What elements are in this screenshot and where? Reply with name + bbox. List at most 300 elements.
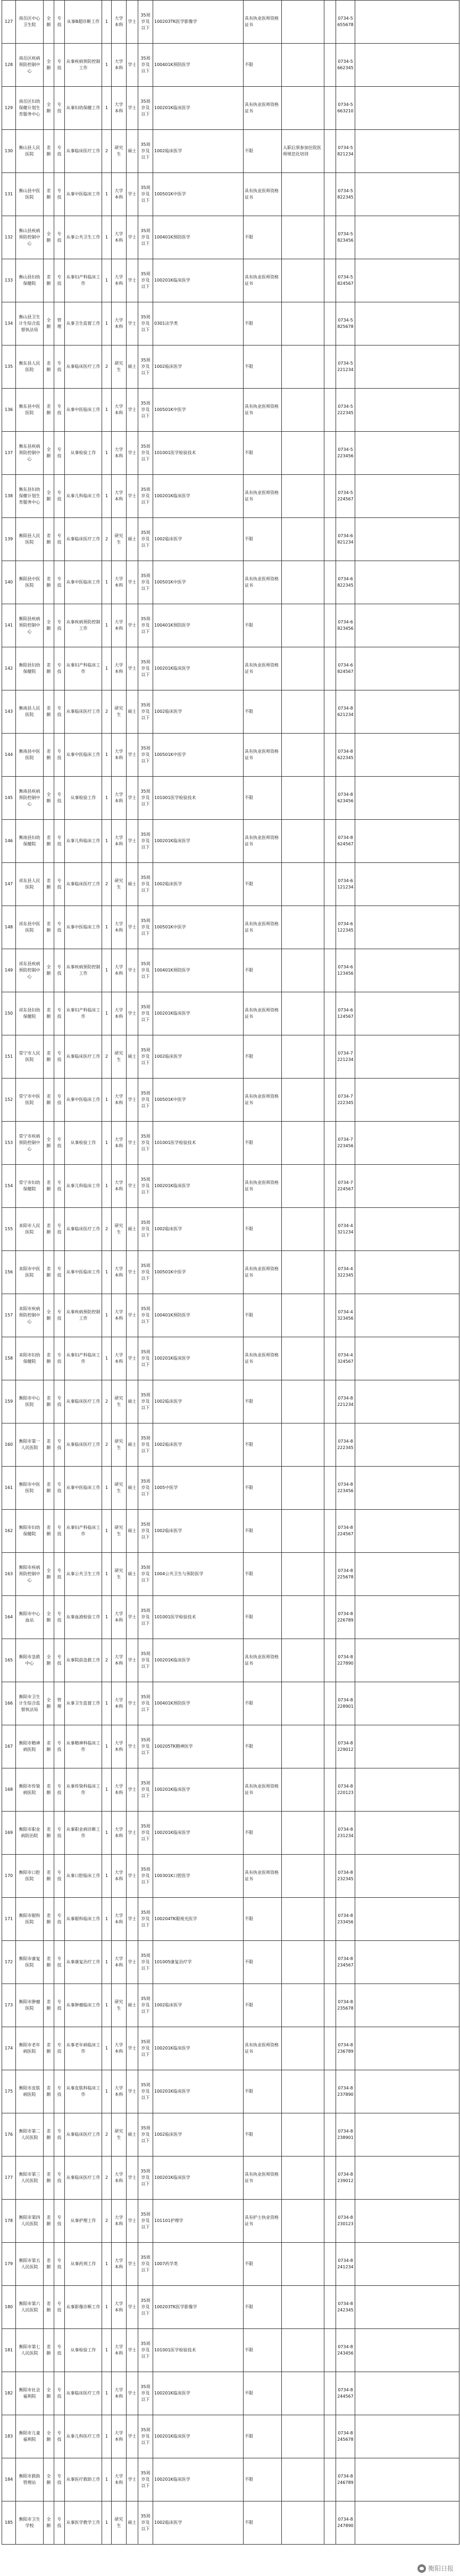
major-cell: 100203TK医学影像学 — [153, 2286, 244, 2329]
degree-cell: 学士 — [127, 1337, 138, 1380]
age-cell: 35周岁及以下 — [138, 1855, 153, 1898]
other-cond-cell: 不限 — [244, 1035, 282, 1079]
post-desc-cell: 从事药剂工作 — [65, 2243, 102, 2286]
count-cell: 2 — [102, 518, 112, 561]
post-desc-cell: 从事疾病预防控制工作 — [65, 44, 102, 87]
funding-type-cell: 差额 — [44, 906, 54, 949]
phone-cell: 0734-8236789 — [336, 2027, 355, 2070]
major-cell: 100201K临床医学 — [153, 1812, 244, 1855]
remark-cell — [355, 2372, 459, 2415]
count-cell: 1 — [102, 1855, 112, 1898]
count-cell: 1 — [102, 604, 112, 647]
education-cell: 大学本科 — [112, 777, 127, 820]
note-cell — [282, 1510, 324, 1553]
age-cell: 35周岁及以下 — [138, 2157, 153, 2200]
phone-cell: 0734-7223456 — [336, 1122, 355, 1165]
degree-cell: 硕士 — [127, 1984, 138, 2027]
other-cond-cell: 不限 — [244, 1682, 282, 1725]
age-cell: 35周岁及以下 — [138, 2458, 153, 2501]
table-row — [2, 2027, 459, 2070]
post-desc-cell: 从事临床医疗工作 — [65, 1208, 102, 1251]
post-no-cell: 155 — [2, 1208, 16, 1251]
phone-cell: 0734-8228901 — [336, 1682, 355, 1725]
degree-cell: 学士 — [127, 734, 138, 777]
degree-cell: 学士 — [127, 389, 138, 432]
remark-cell — [355, 1423, 459, 1467]
count-cell: 2 — [102, 1035, 112, 1079]
unit-cell: 衡阳市救助管理站 — [16, 2458, 44, 2501]
other-cond-cell: 不限 — [244, 863, 282, 906]
note-cell — [282, 2157, 324, 2200]
education-cell: 研究生 — [112, 1553, 127, 1596]
note-cell — [282, 1, 324, 44]
table-row — [2, 216, 459, 259]
count-cell: 1 — [102, 1725, 112, 1768]
phone-cell: 0734-6123456 — [336, 949, 355, 992]
funding-type-cell: 差额 — [44, 1165, 54, 1208]
degree-cell: 学士 — [127, 87, 138, 130]
post-no-cell: 167 — [2, 1725, 16, 1768]
funding-type-cell: 全额 — [44, 432, 54, 475]
other-cond-cell: 具有执业医师资格证书 — [244, 1165, 282, 1208]
count-cell: 2 — [102, 690, 112, 734]
exam-cell — [324, 734, 336, 777]
post-type-cell: 专技 — [54, 2286, 65, 2329]
unit-cell: 南岳区妇幼保健计划生育服务中心 — [16, 87, 44, 130]
remark-cell — [355, 1768, 459, 1812]
education-cell: 大学本科 — [112, 1, 127, 44]
post-type-cell: 专技 — [54, 475, 65, 518]
note-cell — [282, 1337, 324, 1380]
post-desc-cell: 从事儿科医疗工作 — [65, 2415, 102, 2458]
phone-cell: 0734-4324567 — [336, 1337, 355, 1380]
post-no-cell: 160 — [2, 1423, 16, 1467]
funding-type-cell: 差额 — [44, 992, 54, 1035]
age-cell: 35周岁及以下 — [138, 2372, 153, 2415]
post-desc-cell: 从事护理工作 — [65, 2200, 102, 2243]
age-cell: 35周岁及以下 — [138, 1596, 153, 1639]
age-cell: 35周岁及以下 — [138, 1553, 153, 1596]
post-no-cell: 176 — [2, 2113, 16, 2157]
age-cell: 35周岁及以下 — [138, 130, 153, 173]
post-type-cell: 专技 — [54, 1510, 65, 1553]
other-cond-cell: 不限 — [244, 44, 282, 87]
post-type-cell: 专技 — [54, 1380, 65, 1423]
exam-cell — [324, 432, 336, 475]
note-cell — [282, 389, 324, 432]
post-no-cell: 134 — [2, 302, 16, 345]
age-cell: 35周岁及以下 — [138, 1941, 153, 1984]
other-cond-cell: 具有执业医师资格证书 — [244, 173, 282, 216]
major-cell: 0301法学类 — [153, 302, 244, 345]
age-cell: 35周岁及以下 — [138, 734, 153, 777]
post-no-cell: 145 — [2, 777, 16, 820]
degree-cell: 学士 — [127, 647, 138, 690]
education-cell: 研究生 — [112, 863, 127, 906]
phone-cell: 0734-5221234 — [336, 345, 355, 389]
funding-type-cell: 差额 — [44, 1768, 54, 1812]
remark-cell — [355, 906, 459, 949]
other-cond-cell: 具有执业医师资格证书 — [244, 1079, 282, 1122]
degree-cell: 学士 — [127, 1898, 138, 1941]
major-cell: 100205TK精神医学 — [153, 1725, 244, 1768]
post-desc-cell: 从事院前急救工作 — [65, 1639, 102, 1682]
exam-cell — [324, 1725, 336, 1768]
major-cell: 100201K临床医学 — [153, 1768, 244, 1812]
other-cond-cell: 具有执业医师资格证书 — [244, 1639, 282, 1682]
degree-cell: 学士 — [127, 1855, 138, 1898]
post-type-cell: 专技 — [54, 1165, 65, 1208]
post-desc-cell: 从事中医临床工作 — [65, 389, 102, 432]
unit-cell: 衡阳县中医医院 — [16, 561, 44, 604]
post-type-cell: 专技 — [54, 345, 65, 389]
remark-cell — [355, 2027, 459, 2070]
note-cell — [282, 2501, 324, 2545]
watermark — [417, 2564, 454, 2573]
post-no-cell: 159 — [2, 1380, 16, 1423]
phone-cell: 0734-8232345 — [336, 1855, 355, 1898]
remark-cell — [355, 216, 459, 259]
post-desc-cell: 从事康复治疗工作 — [65, 1941, 102, 1984]
age-cell: 35周岁及以下 — [138, 216, 153, 259]
table-row — [2, 1165, 459, 1208]
phone-cell: 0734-8245678 — [336, 2415, 355, 2458]
education-cell: 大学本科 — [112, 389, 127, 432]
major-cell: 100201K临床医学 — [153, 992, 244, 1035]
note-cell — [282, 302, 324, 345]
phone-cell: 0734-8222345 — [336, 1423, 355, 1467]
age-cell: 35周岁及以下 — [138, 1984, 153, 2027]
table-row — [2, 1035, 459, 1079]
unit-cell: 衡东县中医医院 — [16, 389, 44, 432]
post-no-cell: 163 — [2, 1553, 16, 1596]
major-cell: 1002临床医学 — [153, 1423, 244, 1467]
degree-cell: 硕士 — [127, 1510, 138, 1553]
degree-cell: 学士 — [127, 1941, 138, 1984]
major-cell: 100204TK眼视光医学 — [153, 1898, 244, 1941]
post-desc-cell: 从事检验工作 — [65, 777, 102, 820]
unit-cell: 常宁市人民医院 — [16, 1035, 44, 1079]
note-cell — [282, 2243, 324, 2286]
major-cell: 100501K中医学 — [153, 906, 244, 949]
major-cell: 1002临床医学 — [153, 130, 244, 173]
unit-cell: 衡阳市急救中心 — [16, 1639, 44, 1682]
phone-cell: 0734-8226789 — [336, 1596, 355, 1639]
remark-cell — [355, 1380, 459, 1423]
remark-cell — [355, 2286, 459, 2329]
other-cond-cell: 不限 — [244, 2286, 282, 2329]
major-cell: 100201K临床医学 — [153, 1165, 244, 1208]
degree-cell: 学士 — [127, 2329, 138, 2372]
unit-cell: 衡阳市第七人民医院 — [16, 2329, 44, 2372]
post-type-cell: 专技 — [54, 216, 65, 259]
remark-cell — [355, 2157, 459, 2200]
count-cell: 1 — [102, 1467, 112, 1510]
table-row — [2, 820, 459, 863]
post-desc-cell: 从事皮肤科临床工作 — [65, 2070, 102, 2113]
unit-cell: 衡阳市职业病防治院 — [16, 1812, 44, 1855]
education-cell: 研究生 — [112, 1035, 127, 1079]
age-cell: 35周岁及以下 — [138, 1898, 153, 1941]
major-cell: 100401K预防医学 — [153, 1294, 244, 1337]
degree-cell: 学士 — [127, 2027, 138, 2070]
funding-type-cell: 差额 — [44, 647, 54, 690]
count-cell: 1 — [102, 1941, 112, 1984]
age-cell: 35周岁及以下 — [138, 604, 153, 647]
post-desc-cell: 从事临床医疗工作 — [65, 1035, 102, 1079]
unit-cell: 祁东县人民医院 — [16, 863, 44, 906]
remark-cell — [355, 44, 459, 87]
phone-cell: 0734-8621234 — [336, 690, 355, 734]
post-no-cell: 137 — [2, 432, 16, 475]
count-cell: 1 — [102, 2501, 112, 2545]
other-cond-cell: 不限 — [244, 1467, 282, 1510]
note-cell — [282, 1423, 324, 1467]
post-desc-cell: 从事儿科临床工作 — [65, 475, 102, 518]
funding-type-cell: 差额 — [44, 2157, 54, 2200]
major-cell: 100401K预防医学 — [153, 1682, 244, 1725]
phone-cell: 0734-8223456 — [336, 1467, 355, 1510]
education-cell: 大学本科 — [112, 259, 127, 302]
major-cell: 100401K预防医学 — [153, 216, 244, 259]
funding-type-cell: 全额 — [44, 1122, 54, 1165]
age-cell: 35周岁及以下 — [138, 647, 153, 690]
post-no-cell: 130 — [2, 130, 16, 173]
degree-cell: 硕士 — [127, 1380, 138, 1423]
exam-cell — [324, 1553, 336, 1596]
remark-cell — [355, 992, 459, 1035]
major-cell: 1002临床医学 — [153, 2501, 244, 2545]
post-type-cell: 专技 — [54, 2372, 65, 2415]
post-no-cell: 174 — [2, 2027, 16, 2070]
table-row — [2, 1380, 459, 1423]
post-type-cell: 专技 — [54, 1294, 65, 1337]
table-row — [2, 734, 459, 777]
major-cell: 1002临床医学 — [153, 690, 244, 734]
post-no-cell: 169 — [2, 1812, 16, 1855]
post-type-cell: 管理 — [54, 302, 65, 345]
remark-cell — [355, 863, 459, 906]
major-cell: 100501K中医学 — [153, 1079, 244, 1122]
education-cell: 大学本科 — [112, 820, 127, 863]
table-row — [2, 2372, 459, 2415]
funding-type-cell: 差额 — [44, 345, 54, 389]
post-type-cell: 专技 — [54, 2501, 65, 2545]
watermark-text: 衡阳日报 — [428, 2565, 454, 2572]
exam-cell — [324, 130, 336, 173]
count-cell: 1 — [102, 561, 112, 604]
unit-cell: 衡阳市妇幼保健院 — [16, 1510, 44, 1553]
phone-cell: 0734-6121234 — [336, 863, 355, 906]
exam-cell — [324, 1294, 336, 1337]
age-cell: 35周岁及以下 — [138, 1294, 153, 1337]
note-cell — [282, 432, 324, 475]
table-row — [2, 1, 459, 44]
count-cell: 2 — [102, 1380, 112, 1423]
post-desc-cell: 从事肿瘤临床工作 — [65, 1984, 102, 2027]
funding-type-cell: 全额 — [44, 604, 54, 647]
age-cell: 35周岁及以下 — [138, 345, 153, 389]
post-type-cell: 专技 — [54, 1122, 65, 1165]
post-desc-cell: 从事血液检验工作 — [65, 1596, 102, 1639]
remark-cell — [355, 1682, 459, 1725]
funding-type-cell: 全额 — [44, 949, 54, 992]
unit-cell: 衡山县卫生计生综合监督执法局 — [16, 302, 44, 345]
unit-cell: 衡阳市疾病预防控制中心 — [16, 1553, 44, 1596]
age-cell: 35周岁及以下 — [138, 820, 153, 863]
education-cell: 大学本科 — [112, 1251, 127, 1294]
funding-type-cell: 差额 — [44, 1208, 54, 1251]
education-cell: 大学本科 — [112, 1768, 127, 1812]
age-cell: 35周岁及以下 — [138, 949, 153, 992]
table-row — [2, 1941, 459, 1984]
major-cell: 100501K中医学 — [153, 734, 244, 777]
exam-cell — [324, 2501, 336, 2545]
education-cell: 大学本科 — [112, 1725, 127, 1768]
age-cell: 35周岁及以下 — [138, 1122, 153, 1165]
post-no-cell: 168 — [2, 1768, 16, 1812]
age-cell: 35周岁及以下 — [138, 1035, 153, 1079]
degree-cell: 学士 — [127, 1725, 138, 1768]
count-cell: 1 — [102, 1898, 112, 1941]
funding-type-cell: 全额 — [44, 1, 54, 44]
funding-type-cell: 差额 — [44, 863, 54, 906]
degree-cell: 硕士 — [127, 2501, 138, 2545]
post-no-cell: 165 — [2, 1639, 16, 1682]
education-cell: 大学本科 — [112, 2286, 127, 2329]
remark-cell — [355, 1208, 459, 1251]
post-no-cell: 143 — [2, 690, 16, 734]
funding-type-cell: 差额 — [44, 690, 54, 734]
education-cell: 大学本科 — [112, 1898, 127, 1941]
exam-cell — [324, 1423, 336, 1467]
education-cell: 大学本科 — [112, 1812, 127, 1855]
major-cell: 101005康复治疗学 — [153, 1941, 244, 1984]
note-cell — [282, 2372, 324, 2415]
education-cell: 研究生 — [112, 1380, 127, 1423]
count-cell: 1 — [102, 1122, 112, 1165]
post-desc-cell: 从事妇产科临床工作 — [65, 259, 102, 302]
remark-cell — [355, 302, 459, 345]
post-desc-cell: 从事妇产科临床工作 — [65, 647, 102, 690]
unit-cell: 衡阳市社会福利院 — [16, 2372, 44, 2415]
exam-cell — [324, 2157, 336, 2200]
exam-cell — [324, 2415, 336, 2458]
phone-cell: 0734-5825678 — [336, 302, 355, 345]
degree-cell: 学士 — [127, 1165, 138, 1208]
post-no-cell: 152 — [2, 1079, 16, 1122]
note-cell — [282, 216, 324, 259]
remark-cell — [355, 87, 459, 130]
post-no-cell: 148 — [2, 906, 16, 949]
post-type-cell: 专技 — [54, 1337, 65, 1380]
table-row — [2, 2458, 459, 2501]
funding-type-cell: 全额 — [44, 302, 54, 345]
note-cell — [282, 1812, 324, 1855]
education-cell: 大学本科 — [112, 173, 127, 216]
degree-cell: 硕士 — [127, 690, 138, 734]
post-type-cell: 专技 — [54, 2243, 65, 2286]
note-cell — [282, 906, 324, 949]
remark-cell — [355, 1596, 459, 1639]
phone-cell: 0734-5224567 — [336, 475, 355, 518]
education-cell: 大学本科 — [112, 216, 127, 259]
major-cell: 100201K临床医学 — [153, 2027, 244, 2070]
count-cell: 1 — [102, 949, 112, 992]
other-cond-cell: 不限 — [244, 302, 282, 345]
education-cell: 研究生 — [112, 518, 127, 561]
education-cell: 大学本科 — [112, 87, 127, 130]
education-cell: 大学本科 — [112, 734, 127, 777]
age-cell: 35周岁及以下 — [138, 2286, 153, 2329]
post-type-cell: 专技 — [54, 87, 65, 130]
phone-cell: 0734-6824567 — [336, 647, 355, 690]
education-cell: 大学本科 — [112, 1294, 127, 1337]
exam-cell — [324, 2200, 336, 2243]
post-no-cell: 131 — [2, 173, 16, 216]
age-cell: 35周岁及以下 — [138, 1208, 153, 1251]
post-no-cell: 185 — [2, 2501, 16, 2545]
note-cell — [282, 1898, 324, 1941]
major-cell: 1002临床医学 — [153, 345, 244, 389]
exam-cell — [324, 1122, 336, 1165]
post-desc-cell: 从事医疗救助工作 — [65, 2458, 102, 2501]
funding-type-cell: 全额 — [44, 475, 54, 518]
post-type-cell: 专技 — [54, 863, 65, 906]
note-cell — [282, 2200, 324, 2243]
table-row — [2, 432, 459, 475]
degree-cell: 硕士 — [127, 130, 138, 173]
funding-type-cell: 全额 — [44, 1553, 54, 1596]
education-cell: 大学本科 — [112, 2415, 127, 2458]
funding-type-cell: 差额 — [44, 1467, 54, 1510]
post-type-cell: 专技 — [54, 1251, 65, 1294]
unit-cell: 衡南县人民医院 — [16, 690, 44, 734]
post-no-cell: 158 — [2, 1337, 16, 1380]
age-cell: 35周岁及以下 — [138, 475, 153, 518]
unit-cell: 衡阳市老年病医院 — [16, 2027, 44, 2070]
post-no-cell: 162 — [2, 1510, 16, 1553]
age-cell: 35周岁及以下 — [138, 1768, 153, 1812]
count-cell: 1 — [102, 2070, 112, 2113]
table-row — [2, 777, 459, 820]
degree-cell: 硕士 — [127, 1035, 138, 1079]
education-cell: 大学本科 — [112, 2200, 127, 2243]
education-cell: 大学本科 — [112, 1941, 127, 1984]
remark-cell — [355, 1898, 459, 1941]
phone-cell: 0734-8220123 — [336, 1768, 355, 1812]
other-cond-cell: 不限 — [244, 604, 282, 647]
count-cell: 2 — [102, 2157, 112, 2200]
count-cell: 1 — [102, 173, 112, 216]
age-cell: 35周岁及以下 — [138, 2070, 153, 2113]
post-type-cell: 专技 — [54, 1855, 65, 1898]
exam-cell — [324, 2329, 336, 2372]
other-cond-cell: 不限 — [244, 130, 282, 173]
post-type-cell: 专技 — [54, 44, 65, 87]
phone-cell: 0734-4321234 — [336, 1208, 355, 1251]
education-cell: 研究生 — [112, 1423, 127, 1467]
table-row — [2, 2070, 459, 2113]
count-cell: 2 — [102, 1208, 112, 1251]
post-type-cell: 专技 — [54, 1941, 65, 1984]
exam-cell — [324, 863, 336, 906]
unit-cell: 衡阳市卫生学校 — [16, 2501, 44, 2545]
remark-cell — [355, 1467, 459, 1510]
exam-cell — [324, 647, 336, 690]
note-cell — [282, 1553, 324, 1596]
table-row — [2, 1122, 459, 1165]
